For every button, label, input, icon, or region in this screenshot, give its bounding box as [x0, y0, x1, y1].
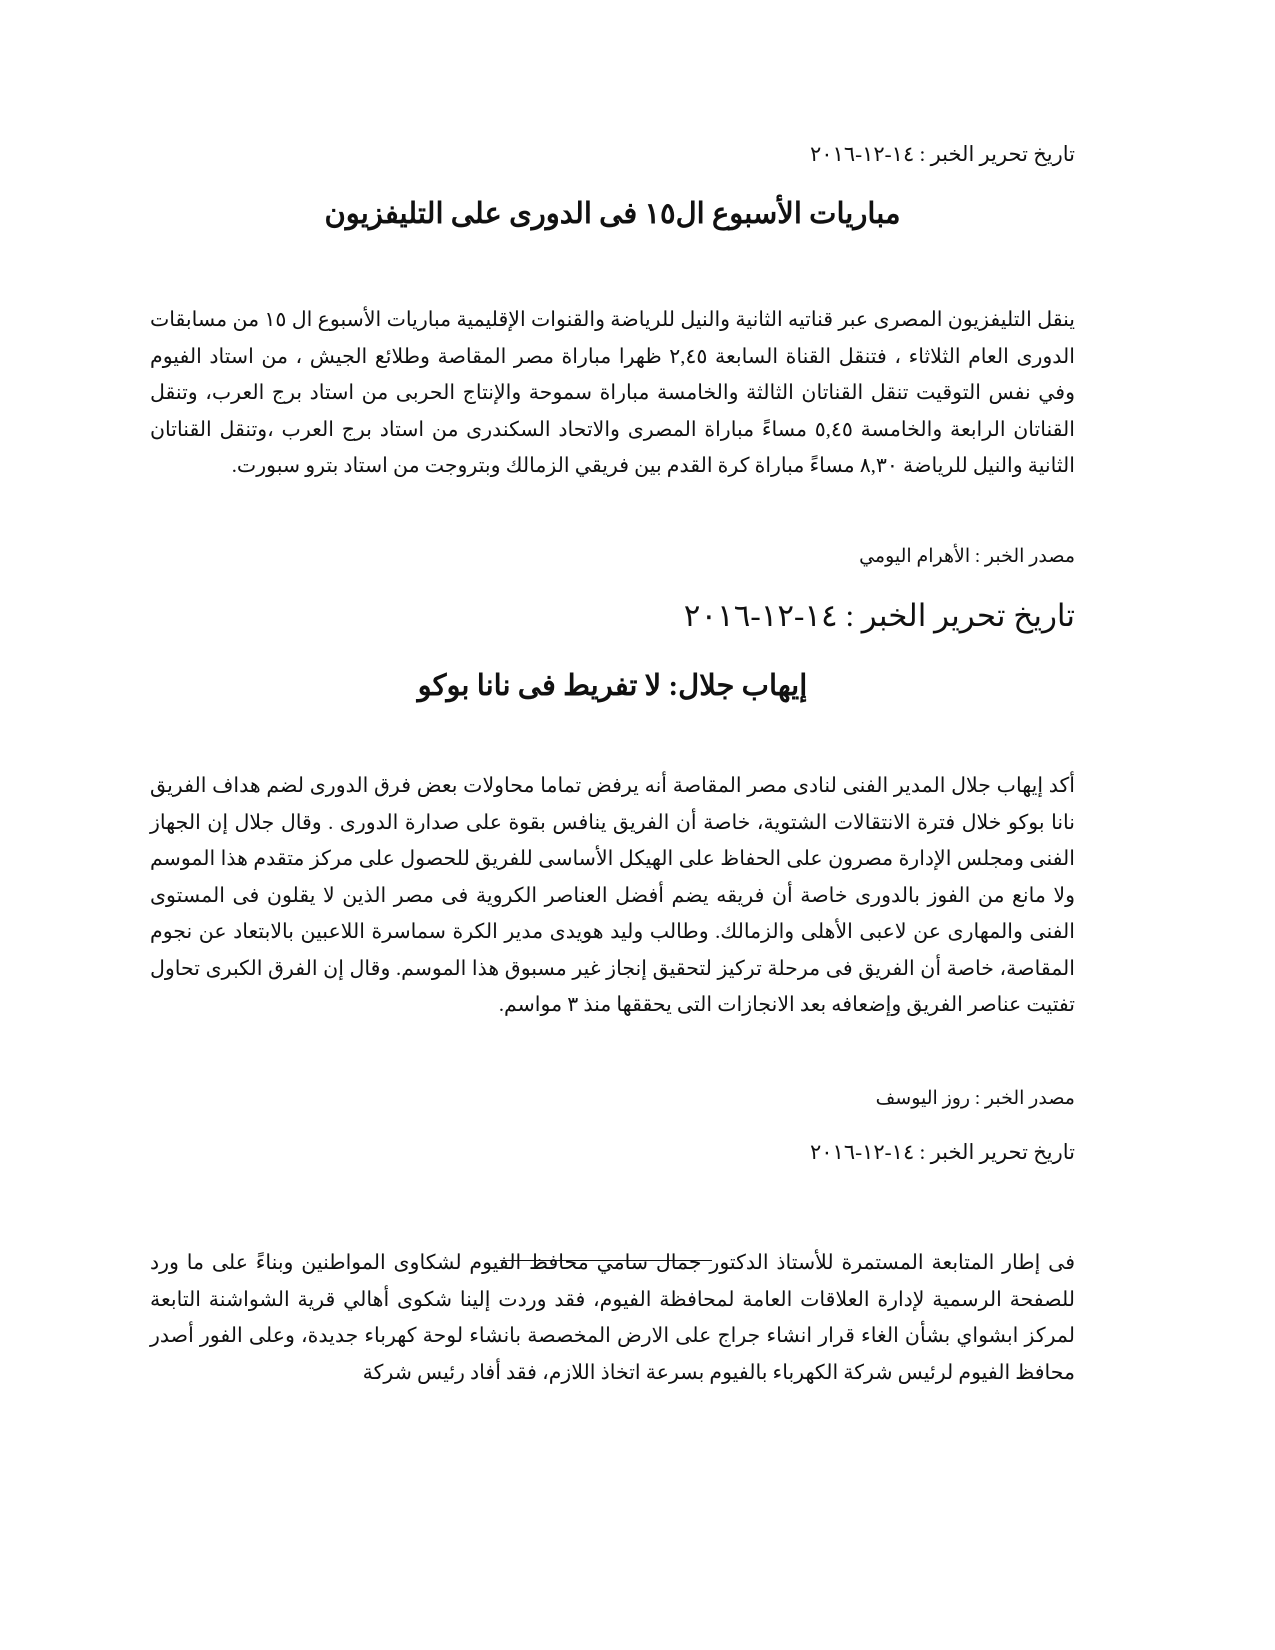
article-body: أكد إيهاب جلال المدير الفنى لنادى مصر المقاصة أنه يرفض تماما محاولات بعض فرق الدورى لضم هداف الفريق نانا بوكو خلال فترة الانتقالات الشتوية، خاصة أن الفريق ينافس بقوة على صدارة الدورى . وقال جلال إن الجهاز الفنى ومجلس الإدارة مصرون على الحفاظ على الهيكل الأساسى للفريق للحصول على مركز متقدم هذا الموسم ولا مانع من الفوز بالدورى خاصة أن فريقه يضم أفضل العناصر الكروية فى مصر الذين لا يقلون فى المستوى الفنى والمهارى عن لاعبى الأهلى والزمالك. وطالب وليد هويدى مدير الكرة سماسرة اللاعبين بالابتعاد عن نجوم المقاصة، خاصة أن الفريق فى مرحلة تركيز لتحقيق إنجاز غير مسبوق هذا الموسم. وقال إن الفرق الكبرى تحاول تفتيت عناصر الفريق وإضعافه بعد الانجازات التى يحققها منذ ٣ مواسم. — [150, 775, 1075, 1016]
article-body: ينقل التليفزيون المصرى عبر قناتيه الثانية والنيل للرياضة والقنوات الإقليمية مباريات الأسبوع ال ١٥ من مسابقات الدورى العام الثلاثاء ، فتنقل القناة السابعة ٢,٤٥ ظهرا مباراة مصر المقاصة وطلائع الجيش ، من استاد الفيوم وفي نفس التوقيت تنقل القناتان الثالثة والخامسة مباراة سموحة والإنتاج الحربى من استاد برج العرب، وتنقل القناتان الرابعة والخامسة ٥,٤٥ مساءً مباراة المصرى والاتحاد السكندرى من استاد برج العرب ،وتنقل القناتان الثانية والنيل للرياضة ٨,٣٠ مساءً مباراة كرة القدم بين فريقي الزمالك وبتروجت من استاد بترو سبورت. — [150, 309, 1076, 477]
footnote-separator — [500, 1260, 712, 1261]
article-headline: إيهاب جلال: لا تفريط فى نانا بوكو — [417, 670, 808, 702]
article-date: تاريخ تحرير الخبر : ١٤-١٢-٢٠١٦ — [809, 1140, 1075, 1164]
article-date: تاريخ تحرير الخبر : ١٤-١٢-٢٠١٦ — [683, 598, 1075, 633]
article-source: مصدر الخبر : روز اليوسف — [875, 1088, 1075, 1109]
article-headline: مباريات الأسبوع ال١٥ فى الدورى على التليفزيون — [324, 198, 901, 230]
article-body: فى إطار المتابعة المستمرة للأستاذ الدكتور جمال سامي محافظ الفيوم لشكاوى المواطنين وبناءً على ما ورد للصفحة الرسمية لإدارة العلاقات العامة لمحافظة الفيوم، فقد وردت إلينا شكوى أهالي قرية الشواشنة التابعة لمركز ابشواي بشأن الغاء قرار انشاء جراج على الارض المخصصة بانشاء لوحة كهرباء جديدة، وعلى الفور أصدر محافظ الفيوم لرئيس شركة الكهرباء بالفيوم بسرعة اتخاذ اللازم، فقد أفاد رئيس شركة — [150, 1252, 1075, 1384]
article-source: مصدر الخبر : الأهرام اليومي — [859, 546, 1075, 567]
article-date: تاريخ تحرير الخبر : ١٤-١٢-٢٠١٦ — [809, 142, 1075, 166]
